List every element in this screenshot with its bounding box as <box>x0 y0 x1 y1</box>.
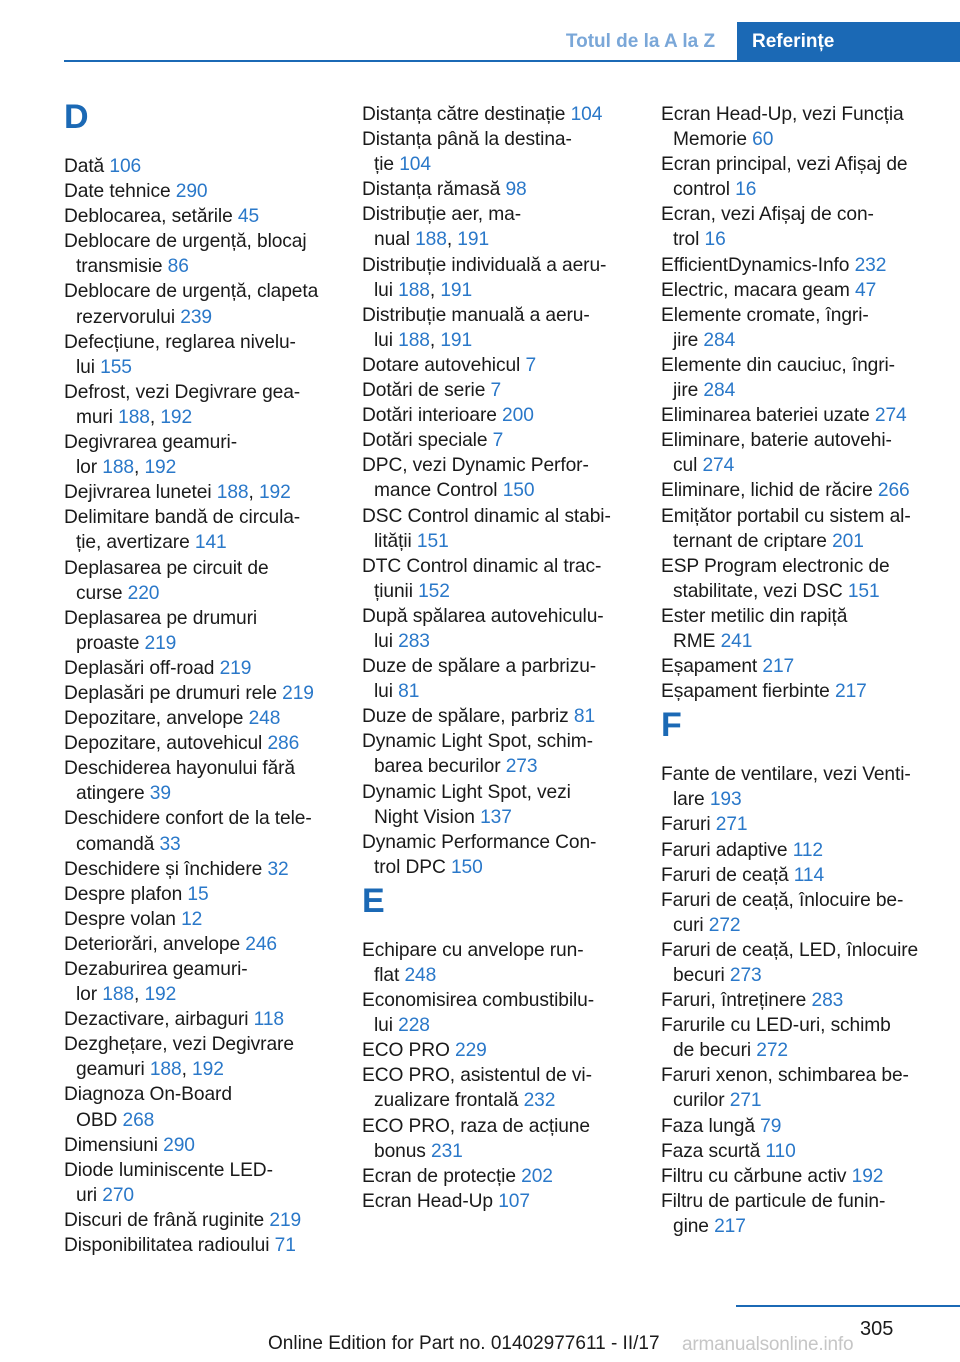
index-entry <box>661 654 946 679</box>
page-link[interactable]: 200 <box>502 405 534 427</box>
index-entry <box>64 480 349 505</box>
index-entry <box>64 1082 349 1132</box>
index-entry-term: Degivrarea geamuri- lor <box>64 432 237 479</box>
page-link[interactable]: 192 <box>258 482 291 504</box>
index-entry <box>362 604 647 654</box>
index-entry <box>64 1208 349 1233</box>
page-link[interactable]: 118 <box>253 1009 284 1031</box>
index-entry-term: Dejivrarea lunetei <box>64 482 217 504</box>
page-link[interactable]: 150 <box>450 856 483 878</box>
page-link[interactable]: 188 <box>415 229 447 251</box>
index-entry-term: Faruri de ceață <box>661 864 794 886</box>
index-entry <box>362 403 647 428</box>
index-entry-term: ESP Program electronic de stabilitate, vezi DSC <box>661 555 890 602</box>
page-link[interactable]: 229 <box>455 1040 487 1062</box>
index-entry <box>661 888 946 938</box>
index-entry <box>64 154 349 179</box>
header-rule <box>64 60 737 62</box>
index-entry <box>362 1114 647 1164</box>
page-link[interactable]: 191 <box>457 229 490 251</box>
index-entry-term: Dată <box>64 156 110 177</box>
index-entry <box>661 988 946 1013</box>
page-link[interactable]: 290 <box>175 181 208 203</box>
page-link[interactable]: 112 <box>792 839 824 861</box>
page-link[interactable]: 16 <box>735 179 757 201</box>
page-link[interactable]: 192 <box>144 457 177 479</box>
page-link[interactable]: 81 <box>398 681 420 703</box>
page-link[interactable]: 150 <box>502 480 535 502</box>
page-link[interactable]: 192 <box>192 1059 224 1081</box>
page-link[interactable]: 272 <box>708 914 741 936</box>
page-link[interactable]: 104 <box>399 154 431 176</box>
index-entry <box>64 505 349 555</box>
page-link[interactable]: 188 <box>118 406 150 428</box>
index-entry-term: Ecran Head-Up, vezi Funcția Memorie <box>661 104 904 151</box>
page-link[interactable]: 284 <box>703 380 736 402</box>
page-link[interactable]: 191 <box>440 279 473 301</box>
page-link[interactable]: 151 <box>847 580 880 602</box>
index-entry <box>661 504 946 554</box>
index-entry <box>362 378 647 403</box>
index-entry-term: După spălarea autovehiculu- lui <box>362 605 604 652</box>
page-link[interactable]: 232 <box>854 254 887 276</box>
index-entry <box>661 938 946 988</box>
page-link[interactable]: 202 <box>521 1165 553 1187</box>
page-link[interactable]: 188 <box>149 1059 182 1081</box>
index-entry-term: Deblocare de urgență, blocaj transmisie <box>64 231 307 278</box>
page-link[interactable]: 192 <box>160 406 193 428</box>
page-link[interactable]: 81 <box>573 706 596 728</box>
index-entry <box>362 938 647 988</box>
index-entry-term: Faruri de ceață, LED, înlocuire becuri <box>661 939 919 986</box>
index-entry <box>661 838 946 863</box>
index-entry-term: Dezaburirea geamuri- lor <box>64 959 248 1006</box>
index-entry <box>362 554 647 604</box>
index-entry <box>661 679 946 704</box>
index-entry <box>362 654 647 704</box>
index-entry-term: Depozitare, autovehicul <box>64 733 268 755</box>
page-link[interactable]: 219 <box>144 632 177 654</box>
index-entry-term: Deblocare de urgență, clapeta rezervorului <box>64 281 319 328</box>
index-entry-term: Deschidere confort de la tele- comandă <box>64 808 312 855</box>
index-entry-term: Diode luminiscente LED- uri <box>64 1159 273 1206</box>
page-link[interactable]: 7 <box>525 354 537 376</box>
index-entry-term: Ecran principal, vezi Afișaj de control <box>661 154 908 201</box>
page-link[interactable]: 12 <box>181 908 203 930</box>
page-link[interactable]: 273 <box>729 965 762 986</box>
index-entry-term: Despre plafon <box>64 883 188 905</box>
index-entry <box>661 152 946 202</box>
page-link[interactable]: 268 <box>122 1109 155 1131</box>
index-entry <box>64 1133 349 1158</box>
index-entry <box>362 988 647 1038</box>
index-entry <box>362 504 647 554</box>
index-entry-term: Faruri xenon, schimbarea be- curilor <box>661 1065 909 1112</box>
index-entry <box>661 303 946 353</box>
page-link[interactable]: 114 <box>793 864 825 886</box>
index-entry-term: Defrost, vezi Degivrare gea- muri <box>64 381 301 428</box>
index-entry <box>64 430 349 480</box>
index-entry <box>362 830 647 880</box>
page-separator: , <box>181 1059 193 1081</box>
page-link[interactable]: 248 <box>248 708 281 730</box>
index-entry-term: Distanța rămasă <box>362 179 506 201</box>
index-entry <box>362 102 647 127</box>
index-entry-term: Distribuție manuală a aeru- lui <box>362 304 590 351</box>
watermark: armanualsonline.info <box>682 1334 854 1355</box>
index-entry-term: ECO PRO, asistentul de vi- zualizare frontală <box>362 1065 592 1112</box>
index-entry-term: Deschidere și închidere <box>64 858 268 880</box>
index-entry <box>661 1114 946 1139</box>
index-entry <box>661 102 946 152</box>
index-entry-term: Ecran de protecție <box>362 1165 522 1187</box>
page-link[interactable]: 32 <box>267 858 289 880</box>
page-link[interactable]: 284 <box>703 329 736 351</box>
index-entry-term: Disponibilitatea radioului <box>64 1235 275 1257</box>
page-link[interactable]: 271 <box>729 1090 762 1112</box>
index-entry <box>661 1063 946 1113</box>
page-link[interactable]: 201 <box>832 530 864 552</box>
index-entry-term: EfficientDynamics-Info <box>661 254 855 276</box>
page-link[interactable]: 191 <box>440 329 473 351</box>
index-entry <box>661 403 946 428</box>
index-entry <box>64 606 349 656</box>
index-entry-term: Deblocarea, setările <box>64 206 238 228</box>
index-entry-term: Emițător portabil cu sistem al- ternant de criptare <box>661 505 911 552</box>
page-link[interactable]: 193 <box>709 789 742 811</box>
index-entry-term: Deplasarea pe drumuri proaste <box>64 607 258 654</box>
index-entry <box>64 1233 349 1258</box>
page-link[interactable]: 272 <box>756 1040 788 1062</box>
page-link[interactable]: 33 <box>159 833 181 855</box>
page-link[interactable]: 110 <box>765 1140 796 1162</box>
index-entry <box>64 756 349 806</box>
index-entry <box>661 863 946 888</box>
page-link[interactable]: 152 <box>418 580 450 602</box>
index-entry-term: DPC, vezi Dynamic Perfor- mance Control <box>362 455 589 502</box>
index-entry <box>661 604 946 654</box>
index-entry-term: Deplasări pe drumuri rele <box>64 682 283 704</box>
index-entry-term: Faruri <box>661 814 716 836</box>
page-link[interactable]: 79 <box>760 1115 782 1137</box>
page-link[interactable]: 241 <box>720 630 753 652</box>
index-entry-term: Dotări speciale <box>362 430 493 452</box>
index-entry <box>661 478 946 503</box>
index-entry-term: Dotări de serie <box>362 380 491 402</box>
index-entry-term: Dezactivare, airbaguri <box>64 1009 254 1031</box>
index-entry-term: ECO PRO, raza de acțiune bonus <box>362 1115 590 1162</box>
index-entry-term: Economisirea combustibilu- lui <box>362 990 595 1037</box>
index-entry <box>661 1164 946 1189</box>
page-link[interactable]: 219 <box>282 682 314 704</box>
index-entry <box>362 303 647 353</box>
index-entry-term: Elemente din cauciuc, îngri- jire <box>661 354 895 402</box>
index-entry <box>661 1013 946 1063</box>
index-entry-term: Dezghețare, vezi Degivrare geamuri <box>64 1034 294 1081</box>
index-entry-term: Distanța către destinație <box>362 104 571 125</box>
index-entry-term: Faza scurtă <box>661 1140 766 1162</box>
index-entry-term: Eliminare, baterie autovehi- cul <box>661 430 892 477</box>
index-letter-heading: F <box>661 706 682 745</box>
index-entry-term: Deteriorări, anvelope <box>64 933 246 955</box>
page-separator: , <box>133 457 145 479</box>
index-entry <box>64 907 349 932</box>
index-entry <box>64 279 349 329</box>
index-entry <box>362 127 647 177</box>
page-link[interactable]: 16 <box>704 229 726 251</box>
page-link[interactable]: 220 <box>127 582 160 604</box>
index-entry-term: Faruri adaptive <box>661 839 793 861</box>
footer-rule <box>736 1305 960 1307</box>
page-number: 305 <box>860 1318 894 1340</box>
index-entry <box>64 806 349 856</box>
page-link[interactable]: 248 <box>404 965 437 986</box>
page-separator: , <box>446 229 458 251</box>
index-entry <box>661 278 946 303</box>
page-separator: , <box>133 984 145 1006</box>
index-entry-term: Electric, macara geam <box>661 279 856 301</box>
index-entry <box>362 202 647 252</box>
index-entry-term: Discuri de frână ruginite <box>64 1209 270 1231</box>
index-entry <box>362 428 647 453</box>
page-separator: , <box>149 406 161 428</box>
index-entry-term: Delimitare bandă de circula- ție, avertizare <box>64 507 301 554</box>
page-link[interactable]: 104 <box>570 104 603 125</box>
index-entry <box>64 731 349 756</box>
index-entry <box>362 704 647 729</box>
index-letter-heading: E <box>362 881 385 920</box>
index-entry-term: Elemente cromate, îngri- jire <box>661 304 869 351</box>
page-link[interactable]: 188 <box>102 984 134 1006</box>
index-entry <box>661 812 946 837</box>
index-entry <box>362 1063 647 1113</box>
index-entry <box>64 229 349 279</box>
index-entry-term: Deschiderea hayonului fără atingere <box>64 758 295 805</box>
index-entry <box>661 1139 946 1164</box>
index-entry <box>64 957 349 1007</box>
index-entry <box>661 353 946 403</box>
page-link[interactable]: 217 <box>714 1215 746 1237</box>
index-entry-term: ECO PRO <box>362 1040 456 1062</box>
index-entry-term: Despre volan <box>64 908 182 930</box>
page-link[interactable]: 188 <box>398 329 430 351</box>
index-entry <box>64 1032 349 1082</box>
index-entry-term: Filtru de particule de funin- gine <box>661 1190 886 1237</box>
index-entry-term: Fante de ventilare, vezi Venti- lare <box>661 764 911 811</box>
page-link[interactable]: 86 <box>167 256 189 278</box>
index-entry-term: DSC Control dinamic al stabi- lității <box>362 505 611 552</box>
page-link[interactable]: 137 <box>480 806 512 828</box>
index-entry-term: Faza lungă <box>661 1115 761 1137</box>
page-link[interactable]: 217 <box>762 656 795 678</box>
index-entry-term: Ecran, vezi Afișaj de con- trol <box>661 204 874 251</box>
index-entry-term: Eliminarea bateriei uzate <box>661 405 875 427</box>
page-link[interactable]: 217 <box>835 681 867 703</box>
page-link[interactable]: 47 <box>855 279 877 301</box>
index-entry-term: Echipare cu anvelope run- flat <box>362 939 584 986</box>
index-entry-term: Duze de spălare a parbrizu- lui <box>362 656 597 703</box>
index-entry-term: Defecțiune, reglarea nivelu- lui <box>64 331 296 378</box>
index-entry <box>64 656 349 681</box>
page-link[interactable]: 188 <box>216 482 249 504</box>
index-entry-term: Dynamic Performance Con- trol DPC <box>362 831 597 878</box>
index-entry-term: Deplasarea pe circuit de curse <box>64 557 269 604</box>
page-separator: , <box>429 329 441 351</box>
page-link[interactable]: 239 <box>180 306 212 328</box>
page-link[interactable]: 151 <box>416 530 449 552</box>
index-entry-term: Dynamic Light Spot, vezi Night Vision <box>362 781 571 828</box>
index-column-2 <box>362 102 647 1214</box>
index-entry-term: Distribuție individuală a aeru- lui <box>362 254 607 301</box>
page-link[interactable]: 266 <box>877 480 910 502</box>
index-entry <box>64 857 349 882</box>
page-link[interactable]: 232 <box>523 1090 556 1112</box>
index-entry-term: Faruri, întreținere <box>661 990 812 1012</box>
index-entry-term: Deplasări off-road <box>64 657 220 679</box>
index-entry <box>362 1038 647 1063</box>
page-header <box>0 0 960 62</box>
index-entry <box>64 204 349 229</box>
page-link[interactable]: 7 <box>492 430 504 452</box>
page-link[interactable]: 106 <box>109 156 142 177</box>
page-link[interactable]: 192 <box>144 984 177 1006</box>
page-separator: , <box>429 279 441 301</box>
index-entry-term: Eșapament <box>661 656 763 678</box>
page-link[interactable]: 45 <box>237 206 260 228</box>
page-link[interactable]: 98 <box>505 179 527 201</box>
index-entry-term: DTC Control dinamic al trac- țiunii <box>362 555 602 602</box>
page-link[interactable]: 7 <box>490 380 502 402</box>
index-entry <box>64 380 349 430</box>
index-entry <box>661 428 946 478</box>
index-entry <box>64 330 349 380</box>
index-entry <box>362 353 647 378</box>
index-entry-term: Ecran Head-Up <box>362 1190 499 1212</box>
page-link[interactable]: 219 <box>269 1209 302 1231</box>
index-entry-term: Duze de spălare, parbriz <box>362 706 574 728</box>
page-link[interactable]: 231 <box>431 1140 463 1162</box>
page-link[interactable]: 155 <box>100 356 132 378</box>
page-link[interactable]: 107 <box>498 1190 530 1212</box>
index-entry <box>362 1164 647 1189</box>
chapter-tab[interactable]: Referințe <box>737 22 960 62</box>
index-entry <box>362 729 647 779</box>
edition-note: Online Edition for Part no. 01402977611 - II/17 <box>268 1333 660 1354</box>
page-link[interactable]: 283 <box>811 990 844 1012</box>
index-column-1 <box>64 98 349 1258</box>
index-entry-term: Dynamic Light Spot, schim- barea becurilor <box>362 731 593 778</box>
page-link[interactable]: 246 <box>245 933 277 955</box>
index-entry <box>64 1007 349 1032</box>
index-entry <box>661 202 946 252</box>
page-separator: , <box>248 482 259 504</box>
index-entry <box>64 681 349 706</box>
page-link[interactable]: 15 <box>187 883 209 905</box>
index-entry-term: Distanța până la destina- ție <box>362 129 572 176</box>
index-entry-term: Dimensiuni <box>64 1134 164 1156</box>
index-entry-term: Ester metilic din rapiță RME <box>661 605 848 652</box>
index-entry <box>64 932 349 957</box>
index-entry-term: Eșapament fierbinte <box>661 681 835 703</box>
index-entry <box>64 1158 349 1208</box>
index-entry <box>661 762 946 812</box>
index-entry <box>64 179 349 204</box>
page-link[interactable]: 274 <box>702 455 735 477</box>
page-link[interactable]: 188 <box>398 279 430 301</box>
index-entry-term: Faruri de ceață, înlocuire be- curi <box>661 889 904 936</box>
index-entry <box>362 177 647 202</box>
index-entry-term: Date tehnice <box>64 181 176 203</box>
index-entry <box>64 556 349 606</box>
index-entry-term: Farurile cu LED-uri, schimb de becuri <box>661 1015 891 1062</box>
page-link[interactable]: 192 <box>851 1165 884 1187</box>
index-letter-heading: D <box>64 98 89 136</box>
page-link[interactable]: 283 <box>398 630 430 652</box>
page-link[interactable]: 39 <box>149 783 171 805</box>
index-entry-term: Dotare autovehicul <box>362 354 526 376</box>
page-link[interactable]: 71 <box>274 1235 296 1257</box>
index-entry-term: Filtru cu cărbune activ <box>661 1165 852 1187</box>
page-link[interactable]: 286 <box>267 733 300 755</box>
index-entry <box>661 1189 946 1239</box>
page-link[interactable]: 188 <box>102 457 134 479</box>
index-entry <box>362 253 647 303</box>
page-link[interactable]: 60 <box>752 129 774 151</box>
index-entry <box>362 780 647 830</box>
index-entry <box>362 453 647 503</box>
index-entry <box>661 554 946 604</box>
index-entry <box>661 253 946 278</box>
page-link[interactable]: 228 <box>398 1015 430 1037</box>
page-link[interactable]: 271 <box>715 814 748 836</box>
index-entry <box>362 1189 647 1214</box>
index-entry-term: Depozitare, anvelope <box>64 708 249 730</box>
index-entry-term: Diagnoza On-Board OBD <box>64 1084 232 1131</box>
page-link[interactable]: 273 <box>505 756 538 778</box>
page-link[interactable]: 219 <box>219 657 252 679</box>
index-entry-term: Dotări interioare <box>362 405 503 427</box>
page-link[interactable]: 141 <box>194 532 227 554</box>
page-link[interactable]: 270 <box>102 1184 134 1206</box>
index-entry <box>64 882 349 907</box>
index-entry <box>64 706 349 731</box>
page-link[interactable]: 274 <box>874 405 907 427</box>
section-tab[interactable]: Totul de la A la Z <box>565 31 716 52</box>
index-entry-term: Eliminare, lichid de răcire <box>661 480 878 502</box>
page-link[interactable]: 290 <box>163 1134 195 1156</box>
index-entry-term: Distribuție aer, ma- nual <box>362 204 522 251</box>
index-column-3 <box>661 102 946 1239</box>
